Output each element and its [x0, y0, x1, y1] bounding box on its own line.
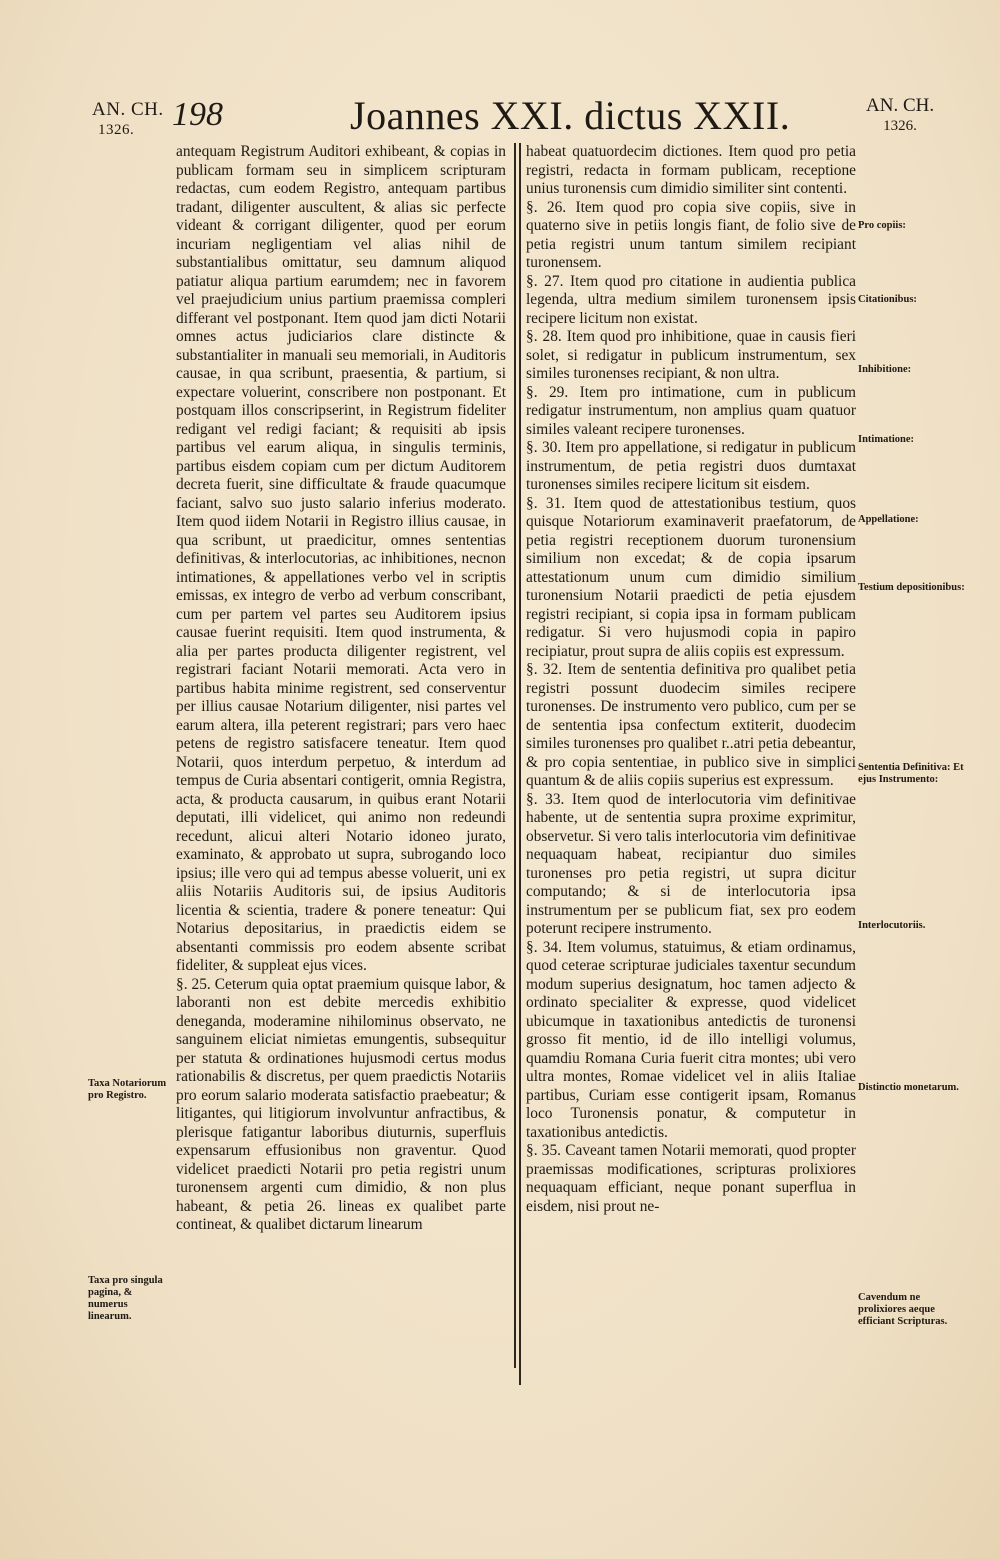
margin-note-right: Intimatione: — [858, 434, 914, 445]
margin-note-right: Interlocutoriis. — [858, 920, 926, 931]
margin-note-left: Taxa pro singula pagina, & numerus linearum. — [88, 1275, 163, 1322]
margin-note-right: Appellatione: — [858, 514, 919, 525]
margin-note-right: Citationibus: — [858, 294, 917, 305]
header-right-label: AN. CH. — [866, 95, 935, 116]
column-divider — [519, 143, 521, 1385]
header-right — [866, 96, 934, 136]
header-left-label: AN. CH. — [92, 99, 164, 120]
margin-note-right: Inhibitione: — [858, 364, 912, 375]
margin-note-right: Cavendum ne prolixiores aeque efficiant Scripturas. — [858, 1292, 948, 1327]
running-title: Joannes XXI. dictus XXII. — [350, 93, 791, 138]
text-column-right: habeat quatuordecim dictiones. Item quod pro petia registri, redacta in formam publicam, receptione unius turonensis cum dimidio similiter sint contenti. §. 26. Item quod pro copia sive copiis, sive in quaterno sive in petiis longis fiant, de folio sive de petia registri unum tantum similem recipiant turonensem. §. 27. Item quod pro citatione in audientia publica legenda, ultra medium similem turonensem ipsis recipere licitum non existat. §. 28. Item quod pro inhibitione, quae in causis fieri solet, si redigatur in publicum instrumentum, sex similes turonenses recipiant, & non ultra. §. 29. Item pro intimatione, cum in publicum redigatur instrumentum, non amplius quam quatuor similes valeant recipere turonenses. §. 30. Item pro appellatione, si redigatur in publicum instrumentum, de petia registri duos dumtaxat turonenses similes recipere licitum sit eisdem. §. 31. Item quod de attestationibus testium, quos quisque Notariorum examinaverit praefatorum, de petia registri receptionem duorum turonensium similium non excedat; & de copia ipsarum attestationum unum cum dimidio similium turonensium Notarii praedicti de petia ejusdem registri recipiant, si copia ipsa in formam publicam redigatur. Si vero hujusmodi copia in papiro recipiatur, prout supra de aliis copiis est expressum. §. 32. Item de sententia definitiva pro qualibet petia registri possunt duodecim similes recipere turonenses. De instrumento vero publico, cum per se de sententia ipsa confectum extiterit, duodecim similes turonenses pro qualibet r..atri petia debeantur, & pro copia sententiae, in publico sive in simplici quantum & de aliis copiis superius est expressum. §. 33. Item quod de interlocutoria vim definitivae habente, ut de sententia supra proxime exprimitur, observetur. Si vero talis interlocutoria vim definitivae nequaquam habeat, recipiantur duo similes turonenses pro petia registri, ut supra dicitur computando; & si de interlocutoria ipsa instrumentum per se publicum fiat, sex pro eodem poterunt recipere instrumento. §. 34. Item volumus, statuimus, & etiam ordinamus, quod ceterae scripturae judiciales taxentur secundum modum superius designatum, hoc tamen adjecto & ordinato specialiter & expresse, quod videlicet ubicumque in taxationibus antedictis de turonensi grosso fit mentio, id de illo intelligi volumus, quamdiu Romana Curia fuerit citra montes; ubi vero ultra montes, Romae videlicet vel in aliis Italiae partibus, Curiam esse contigerit ipsam, Romanus loco Turonensis ponatur, & computetur in taxationibus antedictis. §. 35. Caveant tamen Notarii memorati, quod propter praemissas modificationes, scripturas prolixiores nequaquam efficiant, neque ponant superflua in eisdem, nisi prout ne- — [526, 143, 856, 1215]
column-divider — [514, 143, 516, 1368]
margin-note-left: Taxa Notariorum pro Registro. — [88, 1078, 167, 1101]
text-column-left: antequam Registrum Auditori exhibeant, & copias in publicam formam seu in simplicem scripturam redactas, cum eodem Registro, antequam partibus tradant, diligenter auscultent, & alias sic perfecte videant & corrigant diligenter, quod per eorum incuriam negligentiam vel alias nihil de substantialibus omittatur, seu damnum aliquod patiatur aliqua partium earumdem; nec in favorem vel praejudicium unius partium praemissa compleri differant vel postponant. Item quod jam dicti Notarii omnes actus judiciarios clare distincte & substantialiter in manuali seu memoriali, in Auditoris causae, in qua scribunt, praesentia, & partium, si expectare voluerint, conscribere non postponant. Et postquam illos conscripserint, in Registrum fideliter redigant vel redigi faciant; & requisiti ab ipsis partibus vel earum aliqua, in singulis terminis, partibus eisdem copiam cum per dictum Auditorem decreta fuerit, sine difficultate & fraude quacumque faciant, salvo suo justo salario inferius moderato. Item quod iidem Notarii in Registro illius causae, in qua scribunt, ut praedicitur, omnes sententias definitivas, & interlocutorias, ac inhibitiones, necnon intimationes, & appellationes verbo vel in scriptis emissas, ex integro de verbo ad verbum conscribant, cum per partem vel partes seu Auditorem ipsius causae fuerint requisiti. Item quod instrumenta, & alia per partes producta diligenter registrent, vel registrari faciant Notarii memorati. Acta vero in partibus habita minime registrent, sed conserventur per illius causae Notarium diligenter, nisi partes vel earum altera, illa peterent registrari; pars vero haec petens de registro satisfacere teneatur. Item quod Notarii, quos interdum perpetuo, & interdum ad tempus de Curia absentari contigerit, omnia Registra, acta, & producta causarum, in quibus erant Notarii deputati, illi videlicet, qui animo non redeundi recedunt, alicui alteri Notario idoneo jurato, examinato, & approbato ut supra, subrogando loco ipsius; ille vero qui ad tempus abesse voluerit, uni ex aliis Notariis Auditoris sui, de ipsius Auditoris licentia & scientia, tradere & ponere teneatur: Qui Notarius depositarius, in praedictis eidem se absentanti commissis pro eodem absente scribat fideliter, & suppleat ejus vices. §. 25. Ceterum quia optat praemium quisque labor, & laboranti non est debite mercedis exhibitio deneganda, moderamine nihilominus observato, ne sanguinem eliciat nimietas emungentis, subsequitur per statuta & ordinationes hujusmodi certus modus rationabilis & discretus, per quem praedictis Notariis pro eorum salario moderata satisfactio praebeatur; & litigantes, qui litigiorum involvuntur anfractibus, & plerisque fatigantur laboribus diuturnis, superfluis expensarum effusionibus non graventur. Quod videlicet praedicti Notarii pro petia registri unum turonensem argenti cum dimidio, & non plus habeant, & petia 26. lineas ex qualibet parte contineat, & qualibet dictarum linearum — [176, 143, 506, 1233]
margin-note-right: Distinctio monetarum. — [858, 1082, 959, 1093]
header-left — [92, 100, 164, 140]
header-left-year: 1326. — [98, 122, 135, 138]
margin-note-right: Pro copiis: — [858, 220, 906, 231]
margin-note-right: Testium depositionibus: — [858, 582, 965, 593]
margin-note-right: Sententia Definitiva: Et ejus Instrumento: — [858, 762, 964, 785]
page-number: 198 — [172, 96, 223, 133]
header-right-year: 1326. — [883, 118, 917, 134]
